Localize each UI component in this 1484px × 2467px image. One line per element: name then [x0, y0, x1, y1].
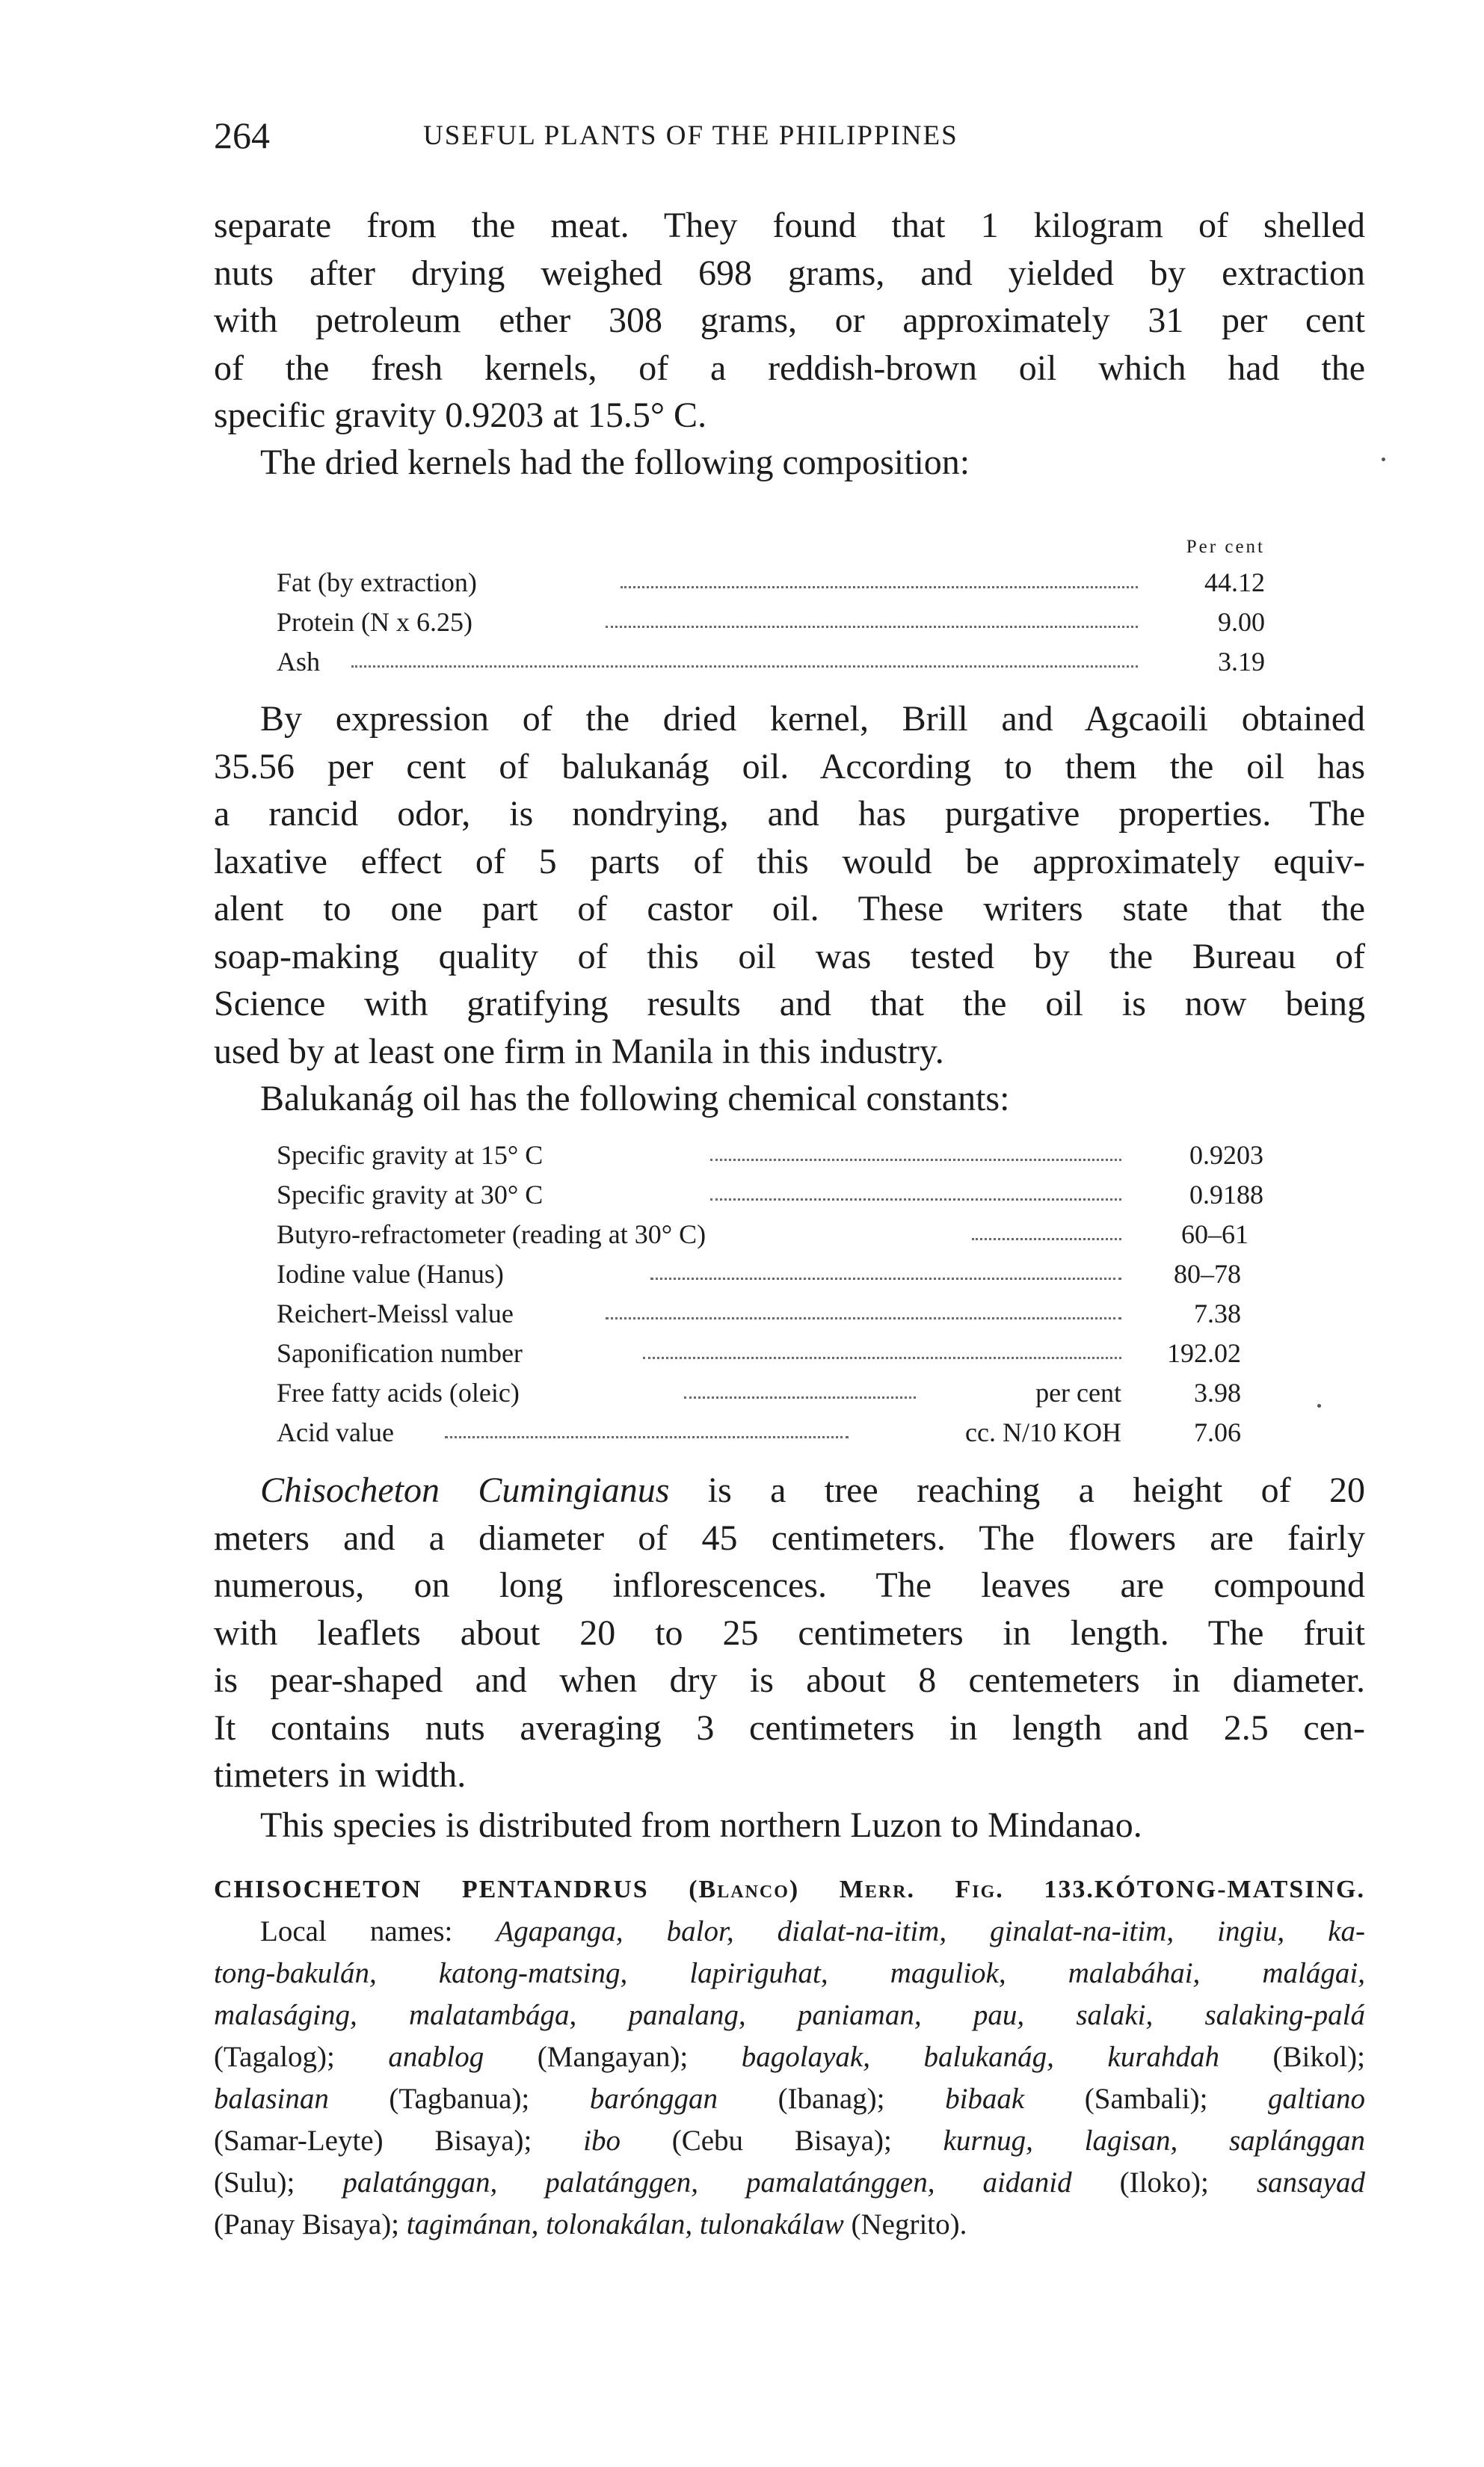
- local-names-line: (Panay Bisaya); tagimánan, tolonakálan, tulonakálaw (Negrito).: [214, 2208, 967, 2240]
- text-line: Chisocheton Cumingianus is a tree reaching a height of 20: [260, 1470, 1365, 1510]
- text-line: It contains nuts averaging 3 centimeters in length and 2.5 cen-: [214, 1707, 1365, 1748]
- table-row: [277, 1337, 1263, 1377]
- row-label: Saponification number: [277, 1338, 523, 1368]
- page-number: 264: [214, 114, 270, 156]
- local-names-label: Local names:: [260, 1915, 453, 1947]
- entry-heading: CHISOCHETON PENTANDRUS (Blanco) Merr. Fig. 133.: [214, 1876, 1094, 1903]
- text-line: separate from the meat. They found that 1 kilogram of shelled: [214, 206, 1365, 245]
- row-label: Protein (N x 6.25): [277, 607, 472, 637]
- row-label: Specific gravity at 30° C: [277, 1180, 544, 1210]
- dot-leader: [650, 1278, 1121, 1280]
- table-row: [277, 1179, 1263, 1219]
- intro-paragraph: [214, 202, 1365, 440]
- dot-leader: [621, 586, 1138, 588]
- table-row: [277, 1377, 1263, 1417]
- text-line: a rancid odor, is nondrying, and has purgative properties. The: [214, 794, 1365, 834]
- text-line: 35.56 per cent of balukanág oil. According to them the oil has: [214, 746, 1365, 786]
- row-value: 9.00: [1218, 607, 1265, 637]
- table-row: [277, 606, 1265, 646]
- local-names-line: Local names: Agapanga, balor, dialat-na-itim, ginalat-na-itim, ingiu, ka-: [260, 1915, 1366, 1947]
- row-unit: cc. N/10 KOH: [965, 1417, 1121, 1447]
- species-name: Chisocheton Cumingianus: [260, 1470, 670, 1510]
- row-value: 7.38: [1194, 1299, 1241, 1328]
- expression-paragraph: [214, 695, 1365, 1075]
- dot-leader: [710, 1159, 1121, 1161]
- text-line: specific gravity 0.9203 at 15.5° C.: [214, 395, 707, 435]
- table-row: [277, 1219, 1263, 1258]
- row-label: Reichert-Meissl value: [277, 1299, 514, 1328]
- local-names-line: (Tagalog); anablog (Mangayan); bagolayak, balukanág, kurahdah (Bikol);: [214, 2041, 1366, 2073]
- local-names-line: balasinan (Tagbanua); barónggan (Ibanag); bibaak (Sambali); galtiano: [214, 2083, 1365, 2115]
- table-row: [277, 567, 1265, 606]
- next-entry: [214, 1867, 1365, 2246]
- text-line: Science with gratifying results and that the oil is now being: [214, 984, 1365, 1023]
- text-line: soap-making quality of this oil was tested by the Bureau of: [214, 936, 1365, 976]
- text-line: The dried kernels had the following composition:: [260, 443, 970, 482]
- local-names-line: tong-bakulán, katong-matsing, lapiriguhat, maguliok, malabáhai, malágai,: [214, 1957, 1365, 1989]
- text-line: laxative effect of 5 parts of this would be approximately equiv-: [214, 841, 1365, 881]
- dot-leader: [445, 1436, 849, 1438]
- text-line: used by at least one firm in Manila in this industry.: [214, 1031, 944, 1071]
- dot-leader: [643, 1357, 1121, 1359]
- row-value: 7.06: [1194, 1417, 1241, 1447]
- row-value: 0.9188: [1189, 1180, 1263, 1210]
- text-line: timeters in width.: [214, 1755, 467, 1795]
- text-line: meters and a diameter of 45 centimeters. The flowers are fairly: [214, 1518, 1365, 1558]
- unit-header: Per cent: [1186, 537, 1265, 557]
- speck-mark: [1382, 458, 1385, 461]
- text-line: This species is distributed from northern Luzon to Mindanao.: [260, 1805, 1142, 1845]
- row-value: 80–78: [1174, 1259, 1241, 1289]
- text-line: with leaflets about 20 to 25 centimeters in length. The fruit: [214, 1613, 1365, 1653]
- dot-leader: [351, 665, 1138, 668]
- text-line: is pear-shaped and when dry is about 8 centemeters in diameter.: [214, 1660, 1365, 1700]
- row-label: Acid value: [277, 1417, 394, 1447]
- row-value: 3.19: [1218, 647, 1265, 677]
- table-row: [277, 1139, 1263, 1179]
- row-value: 0.9203: [1189, 1140, 1263, 1170]
- entry-heading-line: [214, 1867, 1365, 1911]
- text-line: Balukanág oil has the following chemical constants:: [260, 1079, 1010, 1118]
- text-line: of the fresh kernels, of a reddish-brown oil which had the: [214, 348, 1365, 388]
- table-row: [277, 1298, 1263, 1337]
- running-title: USEFUL PLANTS OF THE PHILIPPINES: [423, 120, 958, 151]
- species-paragraph: [214, 1467, 1365, 1799]
- text-line: alent to one part of castor oil. These writers state that the: [214, 889, 1365, 928]
- row-label: Ash: [277, 647, 321, 677]
- composition-table: [277, 537, 1265, 686]
- table-row: [277, 646, 1265, 686]
- text-line: nuts after drying weighed 698 grams, and yielded by extraction: [214, 253, 1365, 293]
- dot-leader: [710, 1198, 1121, 1201]
- row-value: 44.12: [1204, 567, 1265, 597]
- dot-leader: [606, 1317, 1121, 1319]
- speck-mark: [1317, 1404, 1321, 1408]
- text-line: numerous, on long inflorescences. The leaves are compound: [214, 1565, 1365, 1605]
- common-name: KÓTONG-MATSING.: [1094, 1876, 1365, 1903]
- row-label: Specific gravity at 15° C: [277, 1140, 544, 1170]
- table-row: [277, 1258, 1263, 1298]
- composition-intro: [214, 439, 1365, 487]
- row-value: 3.98: [1194, 1378, 1241, 1408]
- table-row: [277, 1417, 1263, 1456]
- text-line: with petroleum ether 308 grams, or approximately 31 per cent: [214, 301, 1365, 340]
- row-unit: per cent: [1035, 1378, 1121, 1408]
- table-header-row: [277, 537, 1265, 567]
- local-names-line: (Sulu); palatánggan, palatánggen, pamalatánggen, aidanid (Iloko); sansayad: [214, 2166, 1365, 2199]
- dot-leader: [606, 626, 1138, 628]
- row-label: Fat (by extraction): [277, 567, 477, 597]
- local-names-line: malaságing, malatambága, panalang, paniaman, pau, salaki, salaking-palá: [214, 1999, 1365, 2031]
- constants-intro: [214, 1075, 1365, 1123]
- row-label: Iodine value (Hanus): [277, 1259, 504, 1289]
- local-names-line: (Samar-Leyte) Bisaya); ibo (Cebu Bisaya); kurnug, lagisan, saplánggan: [214, 2125, 1365, 2157]
- row-value: 60–61: [1181, 1219, 1249, 1249]
- constants-table: [277, 1139, 1263, 1456]
- dot-leader: [684, 1396, 916, 1399]
- dot-leader: [972, 1238, 1121, 1240]
- text-line: By expression of the dried kernel, Brill and Agcaoili obtained: [260, 699, 1365, 739]
- row-value: 192.02: [1167, 1338, 1241, 1368]
- row-label: Free fatty acids (oleic): [277, 1378, 520, 1408]
- distribution-paragraph: [214, 1802, 1365, 1850]
- row-label: Butyro-refractometer (reading at 30° C): [277, 1219, 706, 1249]
- page-header: [214, 114, 1365, 166]
